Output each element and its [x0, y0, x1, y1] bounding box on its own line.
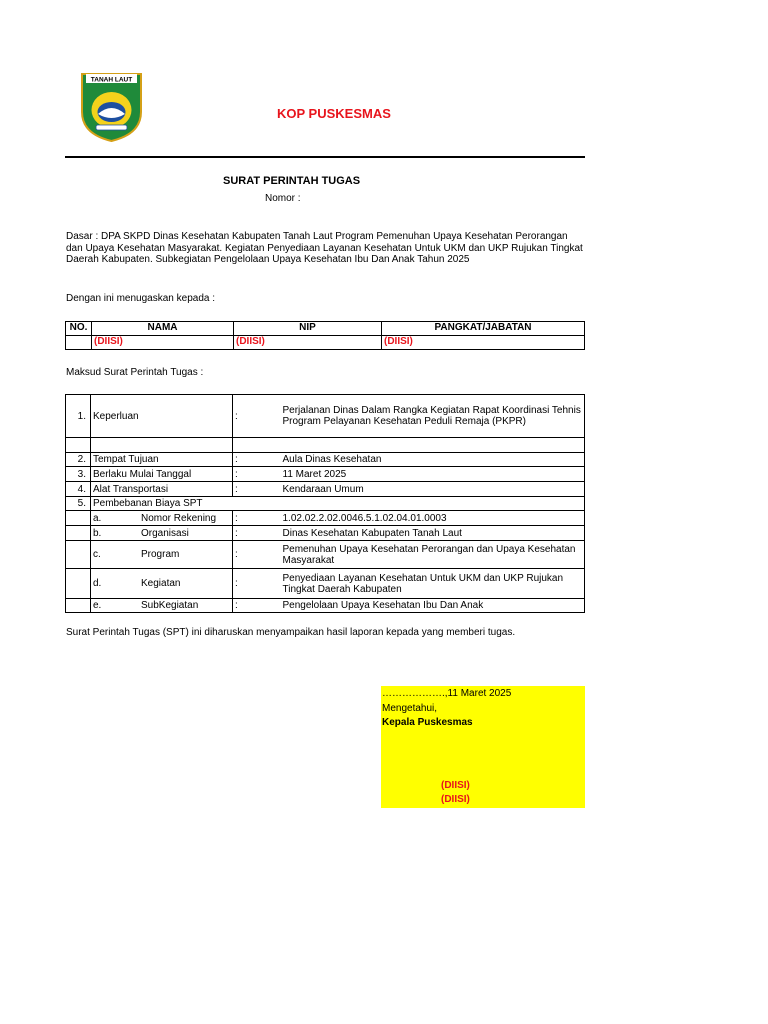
table-row [66, 336, 585, 350]
col-nip: NIP [234, 322, 382, 336]
signature-role: Kepala Puskesmas [382, 717, 473, 728]
detail-row-organisasi: b. Organisasi : Dinas Kesehatan Kabupaten Tanah Laut [66, 526, 585, 541]
header-divider [65, 156, 585, 158]
assignment-intro: Dengan ini menugaskan kepada : [66, 293, 215, 304]
dasar-paragraph: Dasar : DPA SKPD Dinas Kesehatan Kabupaten Tanah Laut Program Pemenuhan Upaya Kesehatan Perorangan dan Upaya Kesehatan Masyarakat. Kegiatan Penyediaan Layanan Kesehatan Untuk UKM dan UKP Rujukan Tingkat Daerah Kabupaten. Subkegiatan Pengelolaan Upaya Kesehatan Ibu Dan Anak Tahun 2025 [66, 231, 583, 265]
signature-block [381, 686, 585, 808]
detail-row-subkegiatan: e. SubKegiatan : Pengelolaan Upaya Kesehatan Ibu Dan Anak [66, 599, 585, 613]
kop-puskesmas: KOP PUSKESMAS [277, 106, 391, 121]
signature-mengetahui: Mengetahui, [382, 703, 438, 714]
detail-row-kegiatan: d. Kegiatan : Penyediaan Layanan Kesehatan Untuk UKM dan UKP Rujukan Tingkat Daerah Kabupaten [66, 569, 585, 599]
col-no: NO. [66, 322, 92, 336]
closing-statement: Surat Perintah Tugas (SPT) ini diharuskan menyampaikan hasil laporan kepada yang memberi tugas. [66, 627, 516, 638]
detail-row-alat: 4. Alat Transportasi : Kendaraan Umum [66, 482, 585, 497]
col-nama: NAMA [92, 322, 234, 336]
detail-row-blank [66, 438, 585, 453]
detail-row-rekening: a. Nomor Rekening : 1.02.02.2.02.0046.5.1.02.04.01.0003 [66, 511, 585, 526]
maksud-label: Maksud Surat Perintah Tugas : [66, 367, 204, 378]
document-number: Nomor : [265, 193, 301, 204]
signature-name: (DIISI) [441, 780, 470, 791]
col-pangkat: PANGKAT/JABATAN [382, 322, 585, 336]
detail-row-berlaku: 3. Berlaku Mulai Tanggal : 11 Maret 2025 [66, 467, 585, 482]
detail-row-pembebanan: 5. Pembebanan Biaya SPT [66, 497, 585, 511]
detail-row-tempat: 2. Tempat Tujuan : Aula Dinas Kesehatan [66, 453, 585, 467]
detail-row-program: c. Program : Pemenuhan Upaya Kesehatan Perorangan dan Upaya Kesehatan Masyarakat [66, 541, 585, 569]
assignee-header-row [66, 322, 585, 336]
signature-nip: (DIISI) [441, 794, 470, 805]
cell-pangkat: (DIISI) [382, 336, 585, 350]
regency-logo [80, 72, 143, 142]
signature-date: ……………….,11 Maret 2025 [382, 688, 512, 699]
cell-nip: (DIISI) [234, 336, 382, 350]
detail-row-keperluan: 1. Keperluan : Perjalanan Dinas Dalam Rangka Kegiatan Rapat Koordinasi Tehnis Program Pelayanan Kesehatan Peduli Remaja (PKPR) [66, 395, 585, 438]
details-table [65, 394, 585, 613]
logo-banner-text: TANAH LAUT [90, 76, 133, 84]
cell-no [66, 336, 92, 350]
assignee-table [65, 321, 585, 350]
cell-nama: (DIISI) [92, 336, 234, 350]
